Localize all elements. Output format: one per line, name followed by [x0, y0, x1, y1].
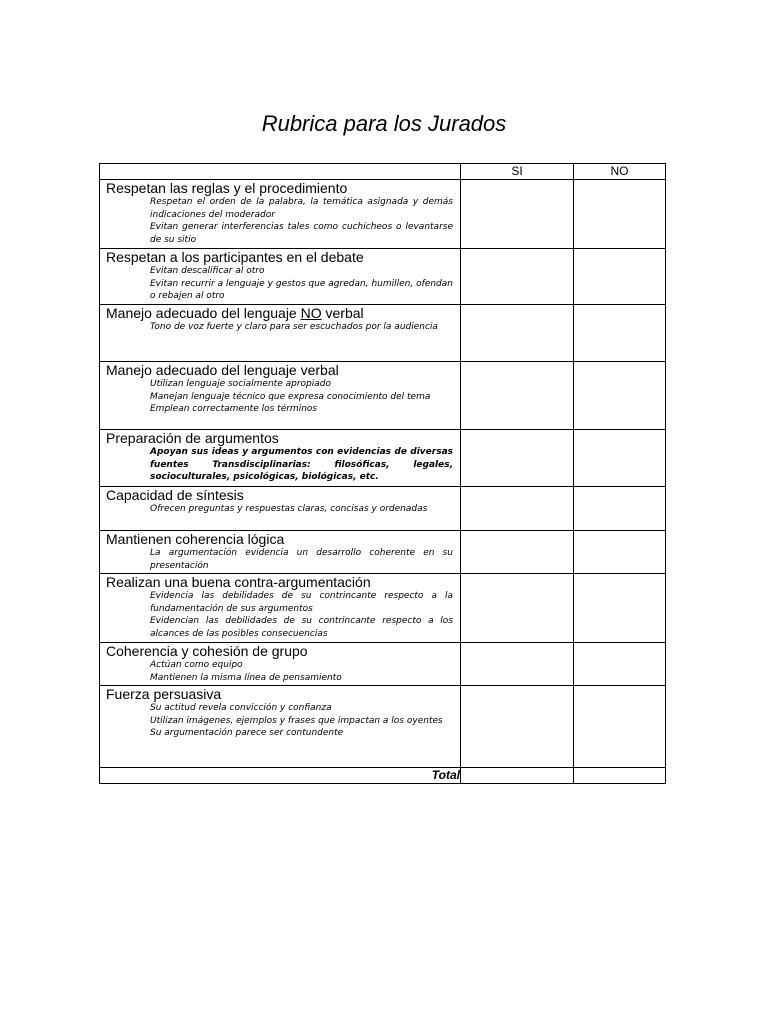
total-row [100, 768, 666, 784]
criterion-description: Evitan generar interferencias tales como cuchicheos o levantarse de su sitio [150, 222, 453, 245]
criterion-description: Evidencia las debilidades de su contrincante respecto a la fundamentación de sus argumentos [150, 591, 453, 614]
criterion-description: Evitan recurrir a lenguaje y gestos que agredan, humillen, ofendan o rebajen al otro [150, 278, 453, 302]
no-checkbox-cell[interactable] [574, 430, 666, 487]
criterion-cell [100, 487, 461, 531]
no-checkbox-cell[interactable] [574, 643, 666, 686]
criterion-title: Coherencia y cohesión de grupo [106, 643, 308, 659]
no-checkbox-cell[interactable] [574, 305, 666, 362]
document-title: Rubrica para los Jurados [261, 111, 507, 136]
criterion-description: Evidencian las debilidades de su contrincante respecto a los alcances de las posibles consecuencias [150, 616, 453, 639]
criterion-cell [100, 180, 461, 249]
si-checkbox-cell[interactable] [461, 180, 574, 249]
no-checkbox-cell[interactable] [574, 362, 666, 430]
no-total-cell[interactable] [574, 768, 666, 784]
criterion-description: Apoyan sus ideas y argumentos con evidencias de diversas fuentes Transdisciplinarias: filosóficas, legales, socioculturales, psicológicas, biológicas, etc. [150, 447, 453, 483]
si-checkbox-cell[interactable] [461, 430, 574, 487]
si-total-cell[interactable] [461, 768, 574, 784]
criterion-title: Capacidad de síntesis [106, 487, 244, 503]
si-column-header: SI [461, 164, 574, 180]
criterion-row [100, 574, 666, 643]
si-checkbox-cell[interactable] [461, 531, 574, 574]
si-checkbox-cell[interactable] [461, 305, 574, 362]
criterion-cell [100, 643, 461, 686]
no-checkbox-cell[interactable] [574, 249, 666, 305]
criterion-title: Fuerza persuasiva [106, 686, 222, 702]
criterion-description: Mantienen la misma línea de pensamiento [150, 672, 342, 683]
criterion-cell [100, 305, 461, 362]
criterion-description: Tono de voz fuerte y claro para ser escuchados por la audiencia [150, 322, 438, 332]
no-column-header: NO [574, 164, 666, 180]
criterion-description: Utilizan lenguaje socialmente apropiado [150, 379, 331, 389]
criterion-description: Su actitud revela convicción y confianza [150, 703, 332, 713]
criterion-title: Respetan a los participantes en el debate [106, 249, 364, 265]
criterion-row [100, 305, 666, 362]
criterion-description: Evitan descalificar al otro [150, 266, 265, 276]
criterion-description: Ofrecen preguntas y respuestas claras, concisas y ordenadas [150, 504, 428, 514]
si-checkbox-cell[interactable] [461, 249, 574, 305]
criterion-description: Actúan como equipo [150, 660, 243, 670]
criteria-header-cell [100, 164, 461, 180]
criterion-title: Realizan una buena contra-argumentación [106, 574, 371, 590]
criterion-description: Manejan lenguaje técnico que expresa conocimiento del tema [150, 391, 431, 402]
criterion-row [100, 362, 666, 430]
si-checkbox-cell[interactable] [461, 643, 574, 686]
criterion-title-part: Manejo adecuado del lenguaje [106, 305, 301, 321]
criterion-cell [100, 574, 461, 643]
si-checkbox-cell[interactable] [461, 362, 574, 430]
criterion-row [100, 249, 666, 305]
no-checkbox-cell[interactable] [574, 574, 666, 643]
criterion-title: Respetan las reglas y el procedimiento [106, 180, 348, 196]
criterion-description: La argumentación evidencia un desarrollo coherente en su presentación [150, 548, 453, 571]
criterion-row [100, 180, 666, 249]
si-checkbox-cell[interactable] [461, 574, 574, 643]
total-label: Total [100, 768, 461, 784]
criterion-row [100, 430, 666, 487]
si-checkbox-cell[interactable] [461, 487, 574, 531]
criterion-title-part: verbal [321, 305, 364, 321]
criterion-row [100, 686, 666, 768]
criterion-cell [100, 249, 461, 305]
si-checkbox-cell[interactable] [461, 686, 574, 768]
criterion-title: Preparación de argumentos [106, 430, 279, 446]
criterion-description: Respetan el orden de la palabra, la temática asignada y demás indicaciones del moderador [150, 197, 453, 220]
criterion-title [100, 305, 460, 321]
no-checkbox-cell[interactable] [574, 531, 666, 574]
criterion-title-emphasis: NO [300, 305, 322, 321]
criterion-cell [100, 531, 461, 574]
criterion-row [100, 487, 666, 531]
criterion-title: Mantienen coherencia lógica [106, 531, 285, 547]
rubric-table [99, 163, 666, 784]
table-header-row [100, 164, 666, 180]
criterion-row [100, 643, 666, 686]
criterion-description: Utilizan imágenes, ejemplos y frases que impactan a los oyentes [150, 715, 443, 726]
criterion-cell [100, 686, 461, 768]
no-checkbox-cell[interactable] [574, 487, 666, 531]
criterion-row [100, 531, 666, 574]
criterion-cell [100, 430, 461, 487]
criterion-title: Manejo adecuado del lenguaje verbal [106, 362, 339, 378]
no-checkbox-cell[interactable] [574, 686, 666, 768]
criterion-description: Su argumentación parece ser contundente [150, 728, 344, 739]
criterion-cell [100, 362, 461, 430]
no-checkbox-cell[interactable] [574, 180, 666, 249]
criterion-description: Emplean correctamente los términos [150, 404, 318, 415]
